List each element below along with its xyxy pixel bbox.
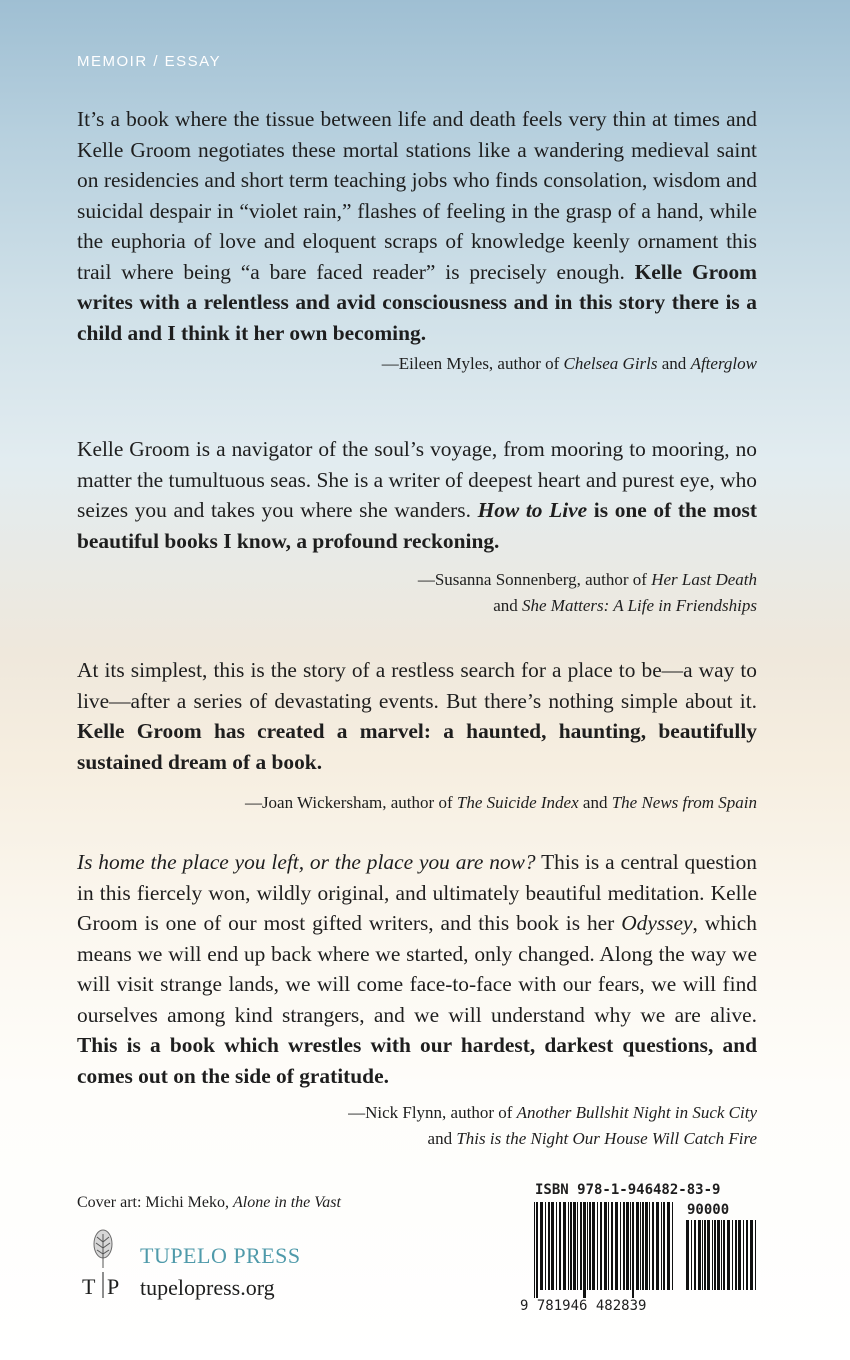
barcode-bar <box>663 1202 665 1290</box>
blurb-text: At its simplest, this is the story of a restless search for a place to be—a way to live—after a series of devastating events. But there’s nothing simple about it. Kelle Groom has created a marvel: a haunted, haunting, beautifully sustained dream of a book. <box>77 658 757 774</box>
publisher-url[interactable]: tupelopress.org <box>140 1275 275 1300</box>
isbn-label: ISBN 978-1-946482-83-9 <box>535 1182 721 1198</box>
barcode-bar <box>755 1220 756 1290</box>
opening-question: Is home the place you left, or the place you are now? <box>77 850 536 874</box>
barcode-bar <box>573 1202 576 1290</box>
genre-label: MEMOIR / ESSAY <box>77 53 222 70</box>
ean-digits: 9 781946 482839 <box>520 1298 647 1314</box>
barcode-bar <box>540 1202 543 1290</box>
barcode-bar <box>559 1202 561 1290</box>
barcode-bar <box>587 1202 588 1290</box>
barcode-bar <box>704 1220 706 1290</box>
barcode-bar <box>743 1220 744 1290</box>
barcode-bar <box>732 1220 733 1290</box>
blurb-attribution: —Joan Wickersham, author of The Suicide Index and The News from Spain <box>244 793 757 812</box>
barcode-bar <box>592 1202 595 1290</box>
barcode-bar <box>626 1202 629 1290</box>
blurb-attribution: —Nick Flynn, author of Another Bullshit Night in Suck City and This is the Night Our House Will Catch Fire <box>348 1103 757 1148</box>
ean-barcode-bars <box>534 1202 674 1298</box>
blurb-attribution: —Susanna Sonnenberg, author of Her Last Death and She Matters: A Life in Friendships <box>417 570 757 615</box>
barcode-bar <box>534 1202 535 1298</box>
barcode-bar <box>636 1202 639 1290</box>
blurb-text: Is home the place you left, or the place you are now? This is a central question in this fiercely won, wildly original, and ultimately beautiful meditation. Kelle Groom is one of our most gifted writers, and this book is her Odyssey, which means we will end up back where we started, only changed. Along the way we will visit strange lands, we will come face-to-face with our fears, we will find ourselves among kind strangers, and we will understand why we are alive. This is a book which wrestles with our hardest, darkest questions, and comes out on the side of gratitude. <box>77 850 757 1088</box>
barcode-bar <box>545 1202 546 1290</box>
barcode-bar <box>570 1202 572 1290</box>
barcode-bar <box>623 1202 625 1290</box>
barcode-bar <box>723 1220 725 1290</box>
cover-art-credit: Cover art: Michi Meko, Alone in the Vast <box>77 1194 341 1211</box>
barcode-bar <box>611 1202 613 1290</box>
barcode-bar <box>580 1202 582 1290</box>
barcode-bar <box>577 1202 578 1290</box>
blurb-text: It’s a book where the tissue between life and death feels very thin at times and Kelle Groom negotiates these mortal stations like a wandering medieval saint on residencies and short term teaching jobs who finds consolation, wisdom and suicidal despair in “violet rain,” flashes of feeling in the grasp of a hand, while the euphoria of love and eloquent scraps of knowledge keenly ornament this trail where being “a bare faced reader” is precisely enough. Kelle Groom writes with a relentless and avid consciousness and in this story there is a child and I think it her own becoming. <box>77 107 757 345</box>
barcode-bar <box>652 1202 654 1290</box>
blurb-highlight: is one of the most beautiful books I know, a profound reckoning. <box>77 498 757 553</box>
barcode-bar <box>691 1220 692 1290</box>
barcode-bar <box>649 1202 650 1290</box>
barcode-bar <box>563 1202 566 1290</box>
barcode-bar <box>694 1220 696 1290</box>
barcode-bar <box>727 1220 730 1290</box>
blurb-highlight: This is a book which wrestles with our hardest, darkest questions, and comes out on the side of gratitude. <box>77 1033 757 1088</box>
barcode-bar <box>698 1220 701 1290</box>
barcode-bar <box>632 1202 634 1298</box>
blurb-eileen-myles <box>77 104 757 375</box>
barcode-bar <box>597 1202 598 1290</box>
barcode-bar <box>714 1220 716 1290</box>
blurb-joan-wickersham <box>77 655 757 814</box>
barcode-bar <box>750 1220 753 1290</box>
barcode-bar <box>707 1220 710 1290</box>
barcode-bar <box>656 1202 659 1290</box>
blurb-attribution: —Eileen Myles, author of Chelsea Girls and Afterglow <box>381 354 757 373</box>
barcode-bar <box>672 1202 673 1290</box>
monogram-p: P <box>107 1274 120 1299</box>
blurb-highlight: Kelle Groom writes with a relentless and avid consciousness and in this story there is a child and I think it her own becoming. <box>77 259 757 345</box>
isbn-barcode <box>520 1182 760 1316</box>
barcode-bar <box>600 1202 602 1290</box>
barcode-bar <box>604 1202 607 1290</box>
barcode-bar <box>746 1220 748 1290</box>
publisher-name: TUPELO PRESS <box>140 1243 301 1268</box>
book-title: How to Live <box>477 498 588 522</box>
barcode-bar <box>583 1202 586 1298</box>
barcode-bar <box>717 1220 720 1290</box>
barcode-bar <box>548 1202 550 1290</box>
barcode-bar <box>667 1202 670 1290</box>
barcode-bar <box>642 1202 644 1290</box>
barcode-bar <box>608 1202 609 1290</box>
barcode-bar <box>640 1202 641 1290</box>
barcode-bar <box>735 1220 737 1290</box>
barcode-bar <box>536 1202 538 1298</box>
blurb-text: Kelle Groom is a navigator of the soul’s voyage, from mooring to mooring, no matter the tumultuous seas. She is a writer of deepest heart and purest eye, who seizes you and takes you where she wanders. How to Live is one of the most beautiful books I know, a profound reckoning. <box>77 437 757 553</box>
barcode-bar <box>645 1202 648 1290</box>
barcode-bar <box>702 1220 703 1290</box>
blurb-susanna-sonnenberg <box>77 434 757 617</box>
price-code: 90000 <box>687 1202 730 1218</box>
barcode-bar <box>738 1220 741 1290</box>
blurb-highlight: Kelle Groom has created a marvel: a haunted, haunting, beautifully sustained dream of a book. <box>77 719 757 774</box>
barcode-bar <box>589 1202 591 1290</box>
monogram-t: T <box>82 1274 96 1299</box>
barcode-bar <box>556 1202 557 1290</box>
tupelo-tree-logo-icon <box>80 1228 126 1300</box>
barcode-bar <box>721 1220 722 1290</box>
addon-barcode-bars <box>686 1220 756 1298</box>
barcode-bar <box>551 1202 554 1290</box>
barcode-bar <box>568 1202 569 1290</box>
blurb-nick-flynn <box>77 847 757 1150</box>
barcode-bar <box>661 1202 662 1290</box>
barcode-bar <box>712 1220 713 1290</box>
barcode-bar <box>686 1220 689 1290</box>
barcode-bar <box>630 1202 631 1290</box>
barcode-bar <box>620 1202 621 1290</box>
barcode-bar <box>615 1202 618 1290</box>
